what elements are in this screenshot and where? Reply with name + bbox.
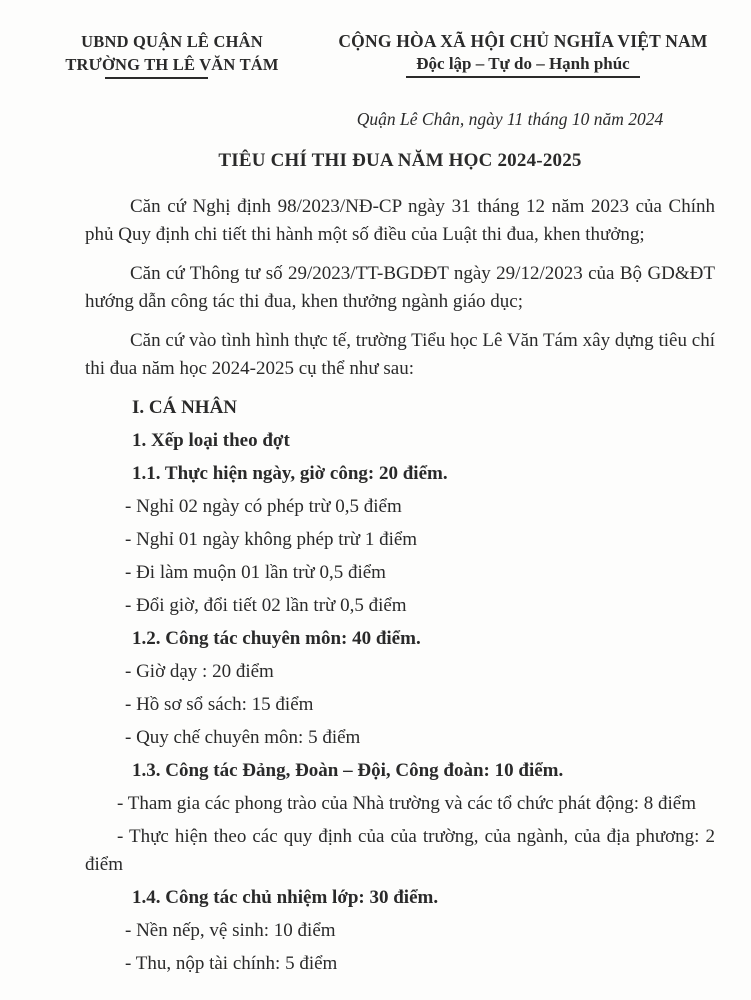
document-title: TIÊU CHÍ THI ĐUA NĂM HỌC 2024-2025 xyxy=(218,150,582,171)
national-motto: Độc lập – Tự do – Hạnh phúc xyxy=(406,53,639,78)
list-item: - Nền nếp, vệ sinh: 10 điểm xyxy=(125,920,336,941)
preamble-paragraph-3: Căn cứ vào tình hình thực tế, trường Tiểu học Lê Văn Tám xây dựng tiêu chí thi đua năm học 2024-2025 cụ thể như sau: xyxy=(85,330,715,379)
national-title: CỘNG HÒA XÃ HỘI CHỦ NGHĨA VIỆT NAM xyxy=(338,31,708,51)
list-item: - Đổi giờ, đổi tiết 02 lần trừ 0,5 điểm xyxy=(125,595,407,616)
national-motto-row xyxy=(322,53,724,78)
subsection-heading-attendance: 1.1. Thực hiện ngày, giờ công: 20 điểm. xyxy=(132,463,448,484)
list-item: - Quy chế chuyên môn: 5 điểm xyxy=(125,727,361,748)
subsection-heading-homeroom-work: 1.4. Công tác chủ nhiệm lớp: 30 điểm. xyxy=(132,887,439,908)
section-heading-rating-by-period: 1. Xếp loại theo đợt xyxy=(132,430,290,451)
subsection-heading-party-union-work: 1.3. Công tác Đảng, Đoàn – Đội, Công đoàn: 10 điểm. xyxy=(132,760,564,781)
list-item: - Hồ sơ sổ sách: 15 điểm xyxy=(125,694,314,715)
list-item: - Nghỉ 01 ngày không phép trừ 1 điểm xyxy=(125,529,418,550)
list-item: - Giờ dạy : 20 điểm xyxy=(125,661,274,682)
list-item: - Thực hiện theo các quy định của của trường, của ngành, của địa phương: 2 điểm xyxy=(85,826,715,875)
list-item: - Nghỉ 02 ngày có phép trừ 0,5 điểm xyxy=(125,496,402,517)
part-heading-individual: I. CÁ NHÂN xyxy=(132,397,238,418)
school-name: TRƯỜNG TH LÊ VĂN TÁM xyxy=(65,55,279,74)
list-item: - Thu, nộp tài chính: 5 điểm xyxy=(125,953,338,974)
authority-parent-name: UBND QUẬN LÊ CHÂN xyxy=(81,32,263,51)
list-item: - Tham gia các phong trào của Nhà trường và các tổ chức phát động: 8 điểm xyxy=(117,793,696,814)
place-date-line: Quận Lê Chân, ngày 11 tháng 10 năm 2024 xyxy=(356,109,664,129)
document-body xyxy=(85,193,715,983)
national-header-block xyxy=(322,29,724,78)
preamble-paragraph-2: Căn cứ Thông tư số 29/2023/TT-BGDĐT ngày 29/12/2023 của Bộ GD&ĐT hướng dẫn công tác thi đua, khen thưởng ngành giáo dục; xyxy=(85,263,715,312)
preamble-paragraph-1: Căn cứ Nghị định 98/2023/NĐ-CP ngày 31 tháng 12 năm 2023 của Chính phủ Quy định chi tiết thi hành một số điều của Luật thi đua, khen thưởng; xyxy=(85,196,715,245)
school-name-underline xyxy=(105,77,208,79)
list-item: - Đi làm muộn 01 lần trừ 0,5 điểm xyxy=(125,562,386,583)
issuing-authority-block xyxy=(38,30,306,76)
subsection-heading-professional-work: 1.2. Công tác chuyên môn: 40 điểm. xyxy=(132,628,421,649)
